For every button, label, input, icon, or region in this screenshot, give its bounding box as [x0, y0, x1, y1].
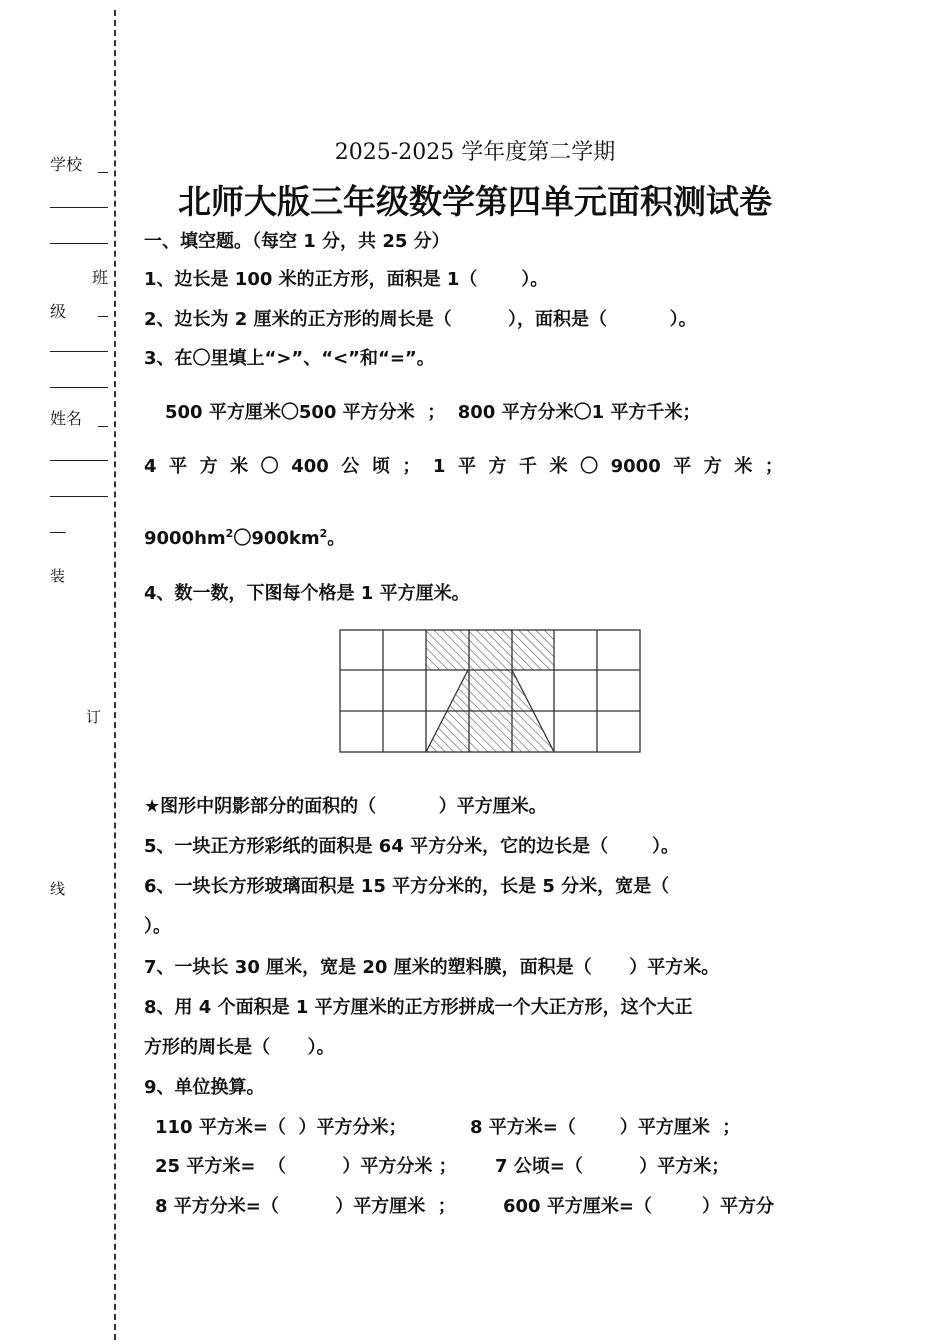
- name-field[interactable]: [50, 460, 108, 461]
- question-4: 4、数一数，下图每个格是 1 平方厘米。: [144, 583, 470, 604]
- conversion-1: 110 平方米=（ ）平方分米；: [155, 1117, 407, 1138]
- question-3-row-2: 4 平 方 米 〇 400 公 顷 ； 1 平 方 千 米 〇 9000 平 方 米 ；: [144, 456, 783, 477]
- name-dash: [98, 426, 108, 427]
- class-field[interactable]: [50, 351, 108, 352]
- class-label-1: 班: [92, 268, 109, 287]
- school-year: 2025-2025 学年度第二学期: [334, 140, 616, 165]
- question-4-answer: ★图形中阴影部分的面积的（ ）平方厘米。: [144, 796, 547, 817]
- school-field-2[interactable]: [50, 243, 108, 244]
- school-label: 学校: [50, 155, 83, 174]
- q3-row3-sup-1: 2: [225, 527, 234, 540]
- question-6-cont: ）。: [144, 916, 171, 937]
- name-field-2[interactable]: [50, 496, 108, 497]
- grid-svg: [338, 628, 642, 754]
- q3-row3-part-a: 9000hm: [144, 528, 226, 549]
- question-3-row-1: 500 平方厘米〇500 平方分米 ； 800 平方分米〇1 平方千米；: [165, 402, 701, 423]
- class-field-2[interactable]: [50, 387, 108, 388]
- q3-row3-part-b: 〇900km: [233, 528, 320, 549]
- question-9: 9、单位换算。: [144, 1077, 265, 1098]
- question-2: 2、边长为 2 厘米的正方形的周长是（ ），面积是（ ）。: [144, 309, 697, 330]
- area-grid-figure: [338, 628, 642, 758]
- conversion-5: 8 平方分米=（ ）平方厘米 ；: [155, 1196, 456, 1217]
- question-3: 3、在〇里填上“>”、“<”和“=”。: [144, 348, 435, 369]
- name-label: 姓名: [50, 409, 83, 428]
- question-5: 5、一块正方形彩纸的面积是 64 平方分米，它的边长是（ ）。: [144, 836, 679, 857]
- zhuang-label: 装: [50, 567, 66, 585]
- question-8: 8、用 4 个面积是 1 平方厘米的正方形拼成一个大正方形，这个大正: [144, 997, 693, 1018]
- question-1: 1、边长是 100 米的正方形，面积是 1（ ）。: [144, 269, 549, 290]
- section-heading: 一、填空题。（每空 1 分，共 25 分）: [144, 231, 450, 252]
- class-label-2: 级: [50, 302, 67, 321]
- school-dash: [98, 172, 108, 173]
- shaded-top-rect: [426, 630, 554, 670]
- conversion-2: 8 平方米=（ ）平方厘米 ；: [470, 1117, 741, 1138]
- page-title: 北师大版三年级数学第四单元面积测试卷: [178, 182, 772, 221]
- ding-label: 订: [86, 708, 102, 726]
- q3-row3-sup-2: 2: [319, 527, 328, 540]
- question-7: 7、一块长 30 厘米，宽是 20 厘米的塑料膜，面积是（ ）平方米。: [144, 957, 720, 978]
- conversion-4: 7 公顷=（ ）平方米；: [495, 1156, 730, 1177]
- name-dash-2: [50, 532, 66, 533]
- class-dash: [98, 316, 108, 317]
- conversion-6: 600 平方厘米=（ ）平方分: [503, 1196, 775, 1217]
- question-3-row-3: [144, 524, 345, 550]
- question-8-cont: 方形的周长是（ ）。: [144, 1037, 335, 1058]
- question-6: 6、一块长方形玻璃面积是 15 平方分米的，长是 5 分米，宽是（: [144, 876, 670, 897]
- xian-label: 线: [50, 880, 66, 898]
- q3-row3-part-c: 。: [327, 528, 346, 549]
- conversion-3: 25 平方米= （ ）平方分米 ；: [155, 1156, 457, 1177]
